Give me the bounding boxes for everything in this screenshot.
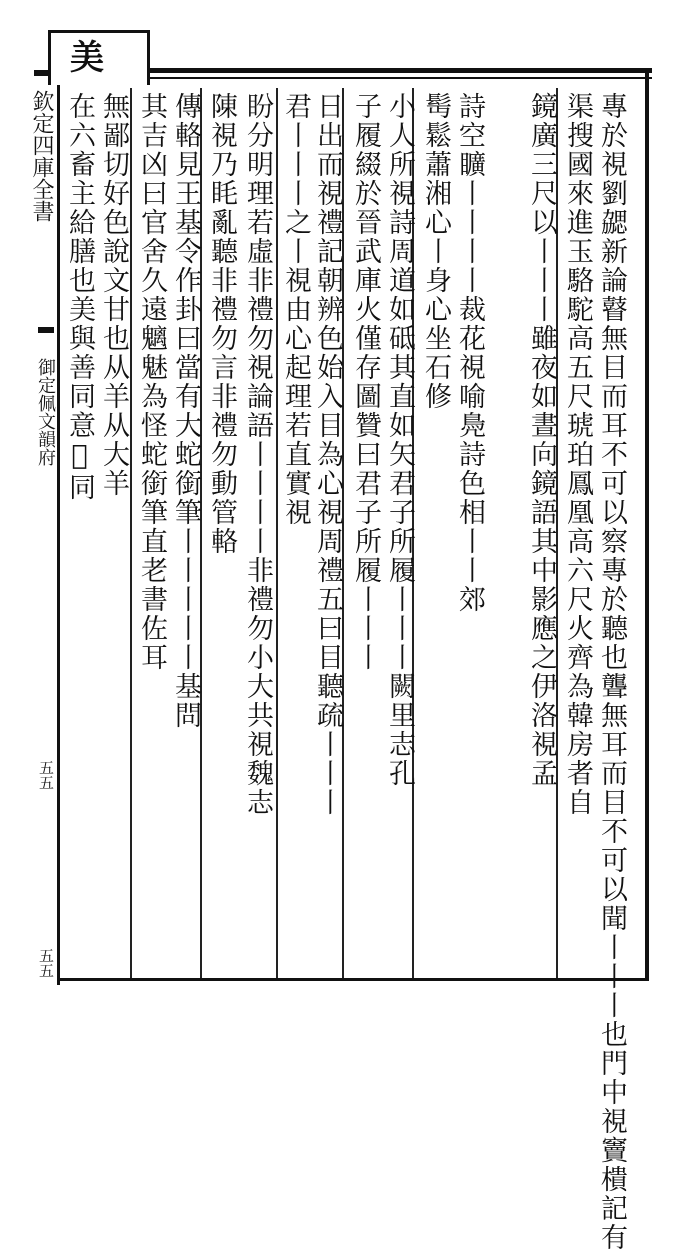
fishtail-marker: [38, 327, 54, 333]
text-column: 君丨丨丨之丨視由心起理若直實視: [280, 92, 311, 527]
folio-number-bottom: 五五: [37, 948, 55, 978]
text-column: 專於視劉勰新論瞽無目而耳不可以察專於聽也聾無耳而目不可以聞丨丨丨也門中視竇樻記有: [596, 92, 627, 1252]
text-column: 無鄙切好色說文甘也从羊从大羊: [98, 92, 129, 498]
margin-subtitle: 御定佩文韻府: [35, 358, 56, 466]
frame-right-border: [645, 70, 649, 980]
text-column: 盼分明理若虛非禮勿視論語丨丨丨丨非禮勿小大共視魏志: [242, 92, 273, 817]
frame-top-inner-border: [140, 77, 652, 79]
text-column: 在六畜主給膳也美與善同意𡉉同: [64, 92, 95, 502]
text-column: 鏡廣三尺以丨丨丨雖夜如晝向鏡語其中影應之伊洛視孟: [526, 92, 557, 788]
text-column: 其吉凶曰官舍久遠魑魅為怪蛇銜筆直老書佐耳: [136, 92, 167, 672]
text-column: 日出而視禮記朝辨色始入目為心視周禮五曰目聽疏丨丨丨: [312, 92, 343, 817]
frame-left-border: [57, 30, 60, 985]
frame-top-border: [140, 68, 652, 73]
rhyme-heading: 美: [70, 38, 104, 78]
column-rule: [130, 88, 132, 978]
text-column: 傳輅見王基令作卦曰當有大蛇銜筆丨丨丨丨丨基問: [170, 92, 201, 730]
text-column: 陳視乃眊亂聽非禮勿言非禮勿動管輅: [206, 92, 237, 556]
text-column: 小人所視詩周道如砥其直如矢君子所履丨丨丨闕里志孔: [384, 92, 415, 788]
text-column: 髩鬆蕭湘心丨身心坐石修: [420, 92, 451, 411]
text-column: 渠搜國來進玉駱駝高五尺琥珀鳳凰高六尺火齊為韓房者自: [562, 92, 593, 817]
folio-number: 五五: [37, 760, 55, 790]
text-column: 子履綴於晉武庫火僅存圖贊曰君子所履丨丨丨: [350, 92, 381, 672]
text-column: 詩空矌丨丨丨丨裁花視喻鳧詩色相丨丨郊: [454, 92, 485, 614]
margin-title: 欽定四庫全書: [29, 90, 54, 222]
frame-bottom-border: [57, 978, 649, 981]
